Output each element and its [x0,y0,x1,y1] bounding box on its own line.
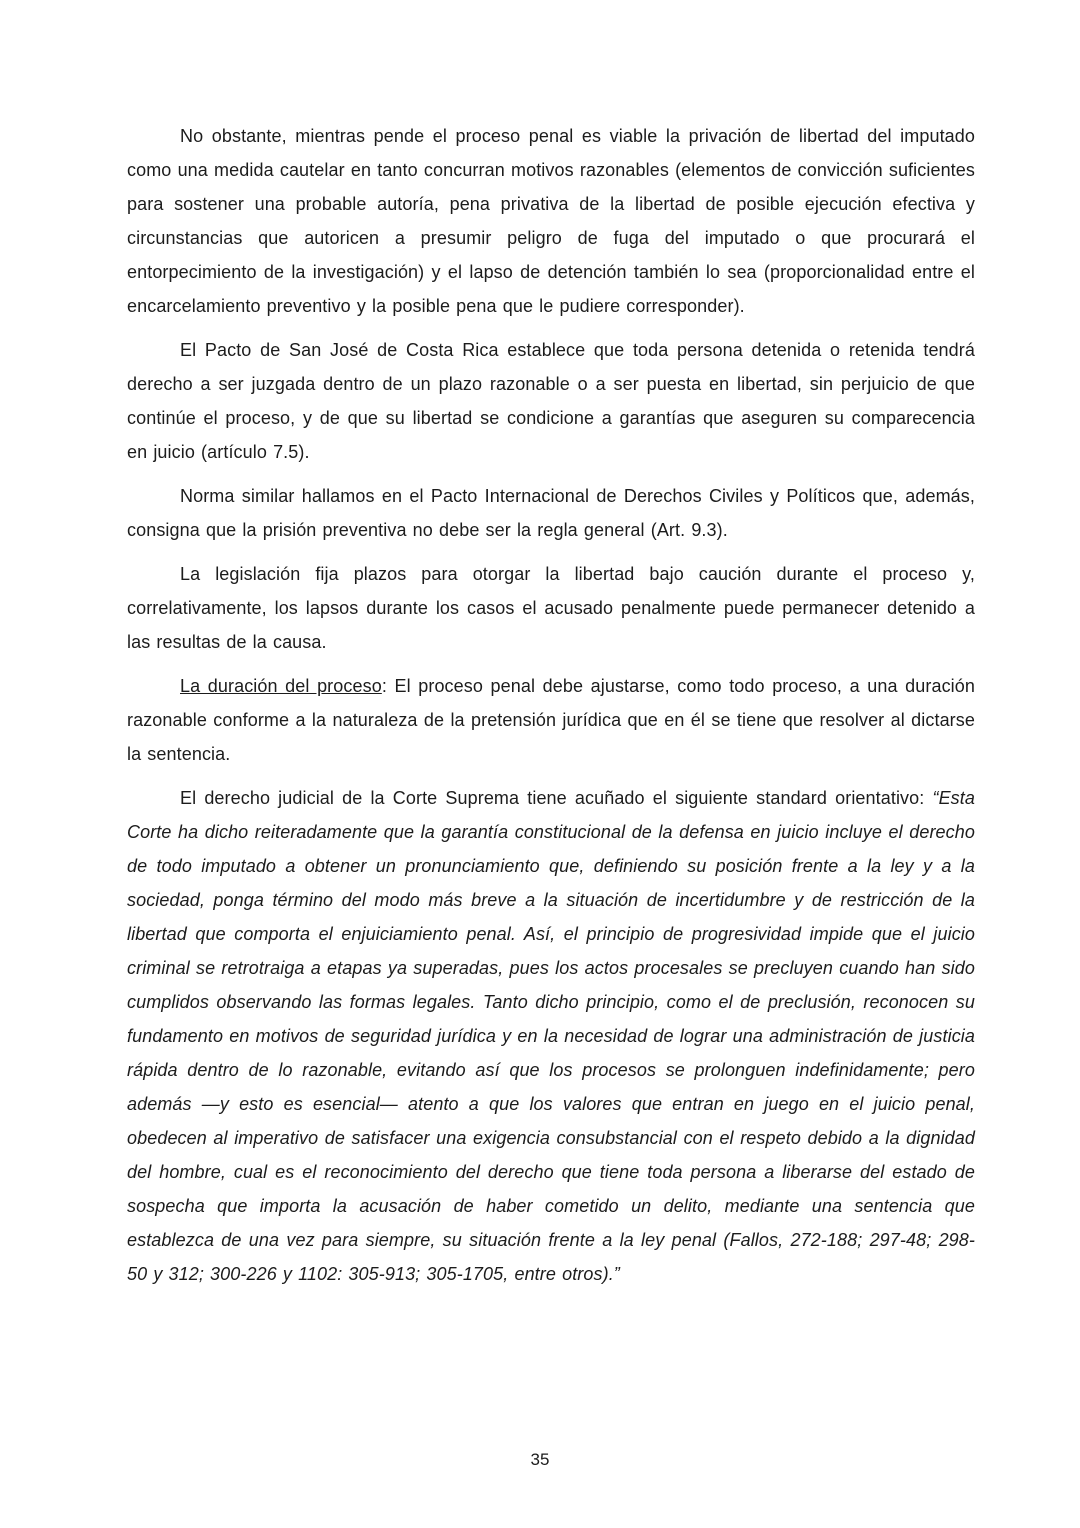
paragraph-legislacion-plazos [127,557,975,659]
paragraph-text: El derecho judicial de la Corte Suprema tiene acuñado el siguiente standard orientativo: [180,788,933,808]
paragraph-text: : El proceso penal debe ajustarse, como todo proceso, a una duración razonable conforme a la naturaleza de la pretensión jurídica que en él se tiene que resolver al dictarse la sentencia. [127,676,975,764]
paragraph-text: Norma similar hallamos en el Pacto Internacional de Derechos Civiles y Políticos que, además, consigna que la prisión preventiva no debe ser la regla general (Art. 9.3). [127,486,975,540]
quote-italic-text: “Esta Corte ha dicho reiteradamente que la garantía constitucional de la defensa en juicio incluye el derecho de todo imputado a obtener un pronunciamiento que, definiendo su posición frente a la ley y a la sociedad, ponga término del modo más breve a la situación de incertidumbre y de restricción de la libertad que comporta el enjuiciamiento penal. Así, el principio de progresividad impide que el juicio criminal se retrotraiga a etapas ya superadas, pues los actos procesales se precluyen cuando han sido cumplidos observando las formas legales. Tanto dicho principio, como el de preclusión, reconocen su fundamento en motivos de seguridad jurídica y en la necesidad de lograr una administración de justicia rápida dentro de lo razonable, evitando así que los procesos se prolonguen indefinidamente; pero además —y esto es esencial— atento a que los valores que entran en juego en el juicio penal, obedecen al imperativo de satisfacer una exigencia consubstancial con el respeto debido a la dignidad del hombre, cual es el reconocimiento del derecho que tiene toda persona a liberarse del estado de sospecha que importa la acusación de haber cometido un delito, mediante una sentencia que establezca de una vez para siempre, su situación frente a la ley penal (Fallos, 272-188; 297-48; 298-50 y 312; 300-226 y 1102: 305-913; 305-1705, entre otros).” [127,788,975,1284]
paragraph-text: El Pacto de San José de Costa Rica establece que toda persona detenida o retenida tendrá derecho a ser juzgada dentro de un plazo razonable o a ser puesta en libertad, sin perjuicio de que continúe el proceso, y de que su libertad se condicione a garantías que aseguren su comparecencia en juicio (artículo 7.5). [127,340,975,462]
paragraph-pacto-internacional [127,479,975,547]
paragraph-corte-suprema-quote [127,781,975,1291]
page-number: 35 [530,1450,550,1469]
paragraph-pretrial-detention [127,119,975,323]
paragraph-text: La legislación fija plazos para otorgar la libertad bajo caución durante el proceso y, correlativamente, los lapsos durante los casos el acusado penalmente puede permanecer detenido a las resultas de la causa. [127,564,975,652]
paragraph-text: No obstante, mientras pende el proceso penal es viable la privación de libertad del imputado como una medida cautelar en tanto concurran motivos razonables (elementos de convicción suficientes para sostener una probable autoría, pena privativa de la libertad de posible ejecución efectiva y circunstancias que autoricen a presumir peligro de fuga del imputado o que procurará el entorpecimiento de la investigación) y el lapso de detención también lo sea (proporcionalidad entre el encarcelamiento preventivo y la posible pena que le pudiere corresponder). [127,126,975,316]
paragraph-duracion-del-proceso [127,669,975,771]
paragraph-lead-underlined: La duración del proceso [180,676,382,696]
paragraph-pacto-san-jose [127,333,975,469]
